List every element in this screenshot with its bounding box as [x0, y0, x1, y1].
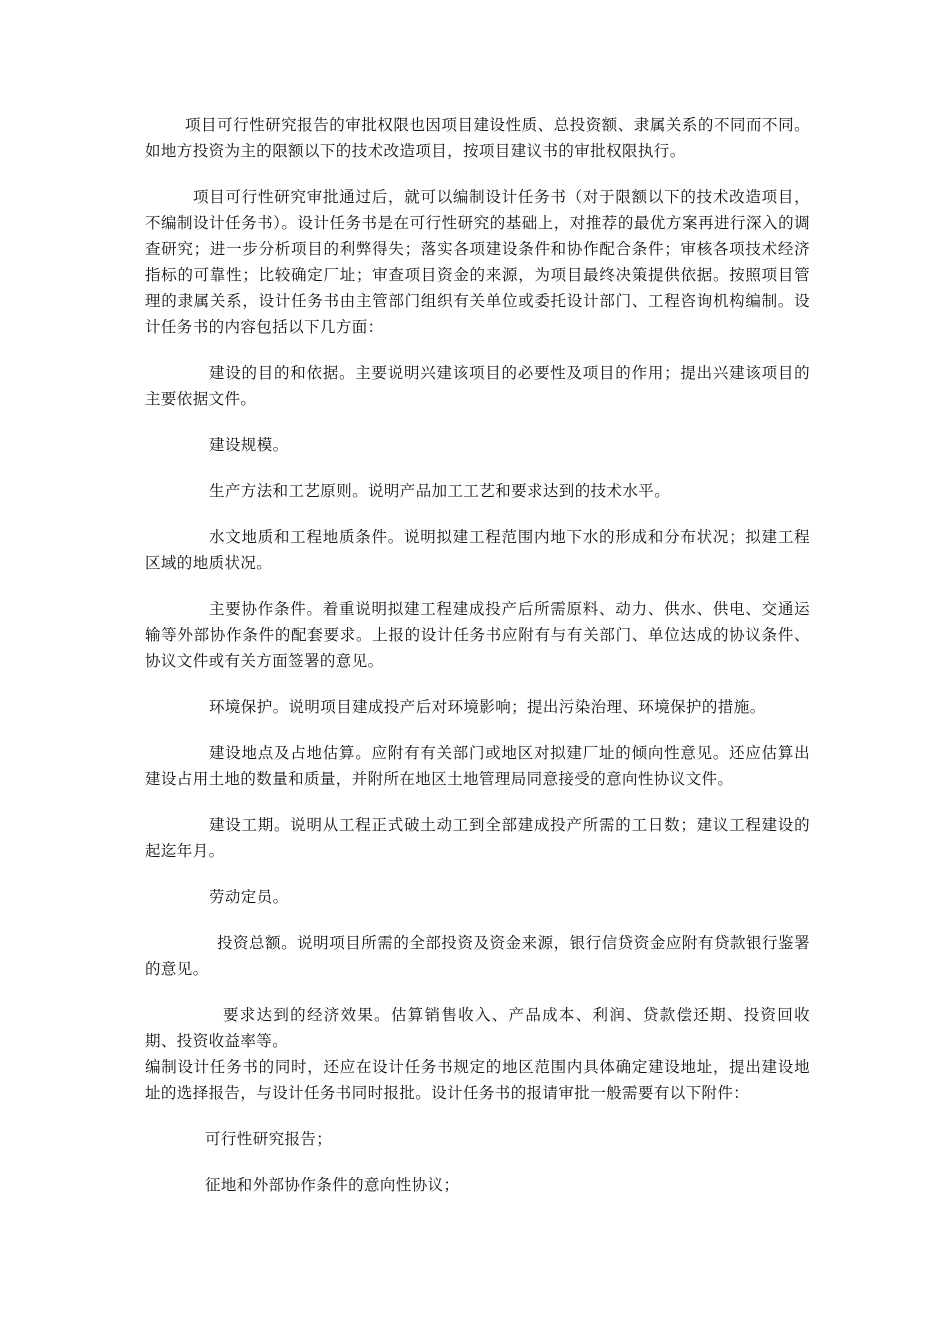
document-body	[145, 112, 810, 1218]
paragraph-site-report: 编制设计任务书的同时，还应在设计任务书规定的地区范围内具体确定建设地址，提出建设地址的选择报告，与设计任务书同时报批。设计任务书的报请审批一般需要有以下附件：	[145, 1058, 810, 1102]
attachment-feasibility-report: 可行性研究报告；	[205, 1130, 333, 1148]
paragraph-staffing: 劳动定员。	[209, 888, 289, 906]
paragraph-site-land: 建设地点及占地估算。应附有有关部门或地区对拟建厂址的倾向性意见。还应估算出建设占用土地的数量和质量，并附所在地区土地管理局同意接受的意向性协议文件。	[145, 744, 810, 788]
paragraph-environment: 环境保护。说明项目建成投产后对环境影响；提出污染治理、环境保护的措施。	[209, 698, 766, 716]
paragraph-economic-effect: 要求达到的经济效果。估算销售收入、产品成本、利润、贷款偿还期、投资回收期、投资收益率等。	[145, 1006, 810, 1050]
paragraph-cooperation: 主要协作条件。着重说明拟建工程建成投产后所需原料、动力、供水、供电、交通运输等外部协作条件的配套要求。上报的设计任务书应附有与有关部门、单位达成的协议条件、协议文件或有关方面签署的意见。	[145, 600, 810, 670]
paragraph-construction-period: 建设工期。说明从工程正式破土动工到全部建成投产所需的工日数；建议工程建设的起迄年月。	[145, 816, 810, 860]
paragraph-purpose-basis: 建设的目的和依据。主要说明兴建该项目的必要性及项目的作用；提出兴建该项目的主要依据文件。	[145, 364, 810, 408]
paragraph-production-method: 生产方法和工艺原则。说明产品加工工艺和要求达到的技术水平。	[209, 482, 671, 500]
paragraph-design-task-book: 项目可行性研究审批通过后，就可以编制设计任务书（对于限额以下的技术改造项目，不编制设计任务书）。设计任务书是在可行性研究的基础上，对推荐的最优方案再进行深入的调查研究；进一步分析项目的利弊得失；落实各项建设条件和协作配合条件；审核各项技术经济指标的可靠性；比较确定厂址；审查项目资金的来源，为项目最终决策提供依据。按照项目管理的隶属关系，设计任务书由主管部门组织有关单位或委托设计部门、工程咨询机构编制。设计任务书的内容包括以下几方面：	[145, 188, 810, 336]
paragraph-total-investment: 投资总额。说明项目所需的全部投资及资金来源，银行信贷资金应附有贷款银行鉴署的意见。	[145, 934, 810, 978]
paragraph-approval-authority: 项目可行性研究报告的审批权限也因项目建设性质、总投资额、隶属关系的不同而不同。如地方投资为主的限额以下的技术改造项目，按项目建议书的审批权限执行。	[145, 116, 810, 160]
paragraph-geology: 水文地质和工程地质条件。说明拟建工程范围内地下水的形成和分布状况；拟建工程区域的地质状况。	[145, 528, 810, 572]
attachment-land-agreement: 征地和外部协作条件的意向性协议；	[205, 1176, 460, 1194]
paragraph-scale: 建设规模。	[209, 436, 289, 454]
